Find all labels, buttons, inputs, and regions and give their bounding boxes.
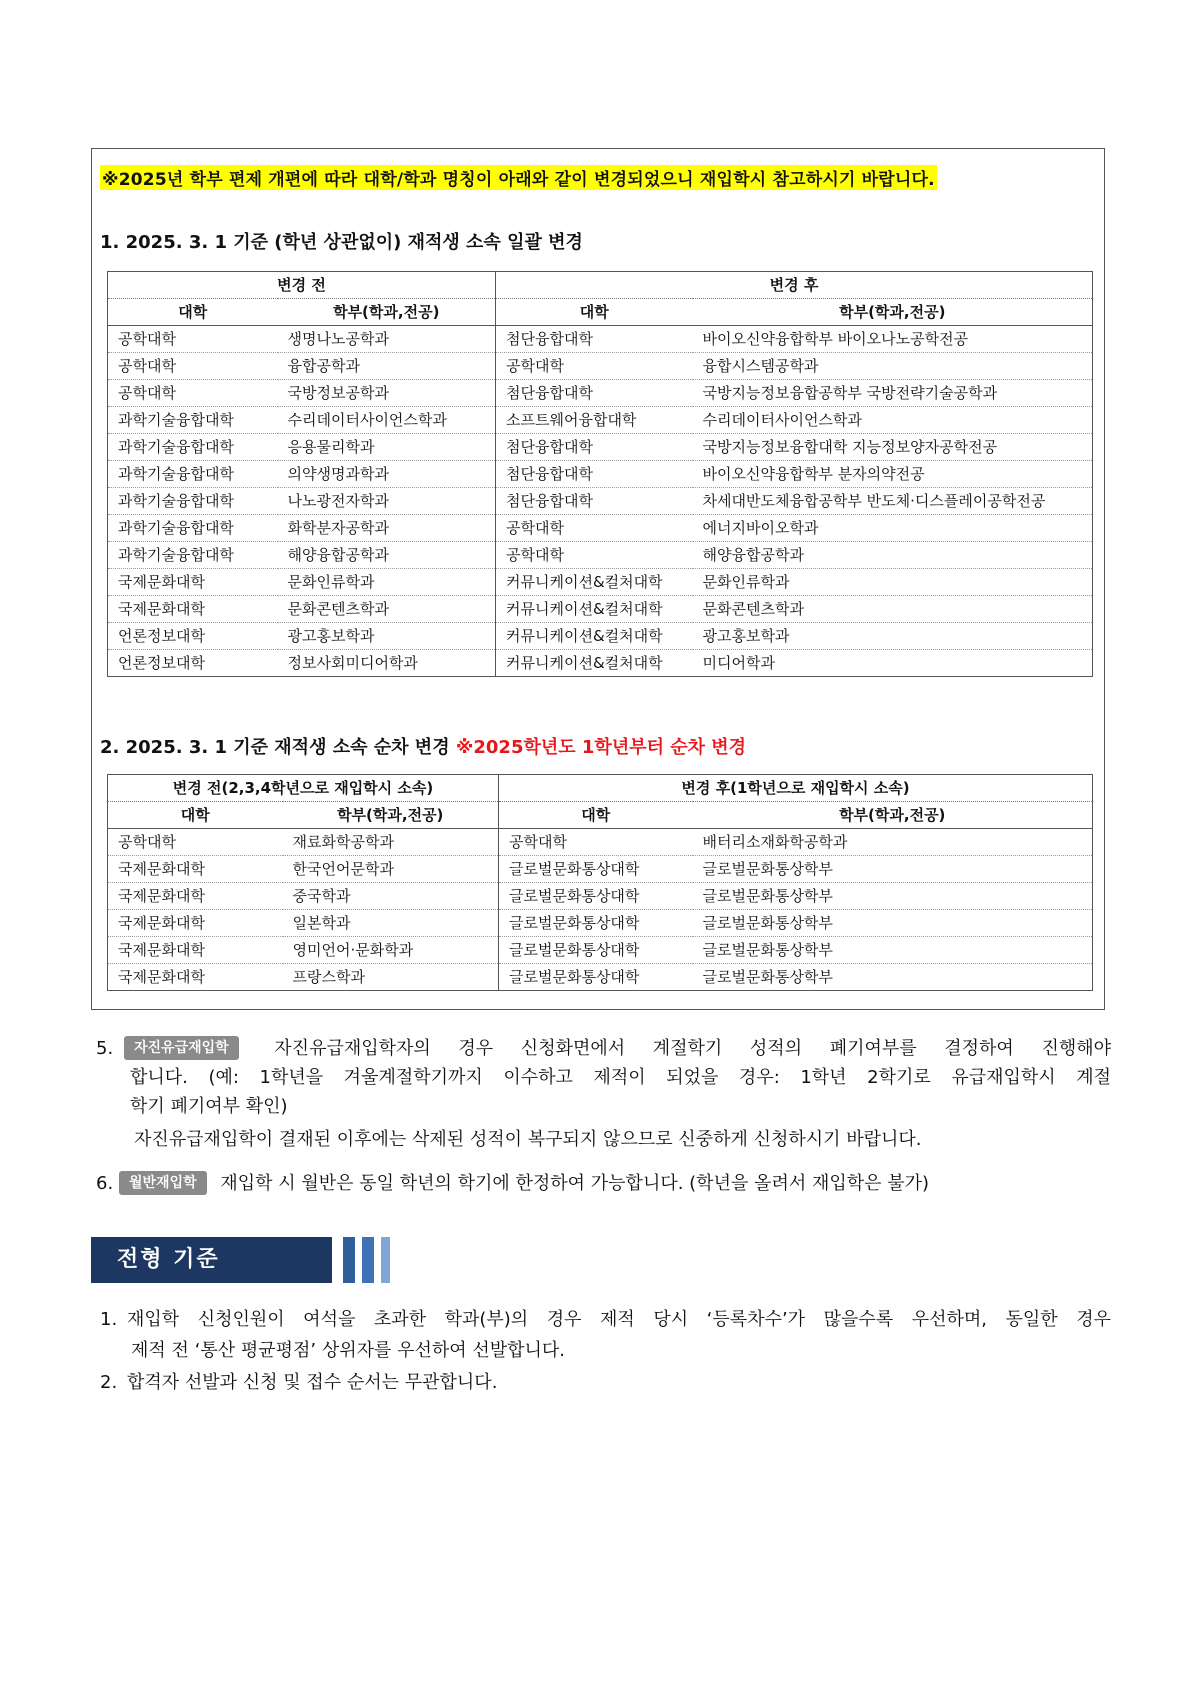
cell-college-after: 글로벌문화통상대학 [499, 883, 693, 910]
cell-college-after: 공학대학 [496, 515, 693, 542]
cell-dept-after: 글로벌문화통상학부 [693, 883, 1093, 910]
cell-dept-after: 수리데이터사이언스학과 [693, 407, 1093, 434]
cell-college-before: 과학기술융합대학 [108, 515, 278, 542]
table-row [108, 910, 1093, 937]
cell-dept-after: 바이오신약융합학부 바이오나노공학전공 [693, 326, 1093, 353]
item5-line1-text: 자진유급재입학자의 경우 신청화면에서 계절학기 성적의 폐기여부를 결정하여 진행해야 [274, 1038, 1111, 1059]
table-row [108, 596, 1093, 623]
cell-dept-after: 문화인류학과 [693, 569, 1093, 596]
cell-dept-before: 문화콘텐츠학과 [278, 596, 496, 623]
before-header: 변경 전 [108, 272, 496, 299]
table-row [108, 353, 1093, 380]
after-header: 변경 후(1학년으로 재입학시 소속) [499, 775, 1093, 802]
cell-college-after: 커뮤니케이션&컬처대학 [496, 623, 693, 650]
item-number: 2. [100, 1372, 118, 1393]
cell-college-before: 과학기술융합대학 [108, 488, 278, 515]
cell-dept-before: 생명나노공학과 [278, 326, 496, 353]
section1-title: 1. 2025. 3. 1 기준 (학년 상관없이) 재적생 소속 일괄 변경 [100, 232, 583, 253]
cell-dept-before: 광고홍보학과 [278, 623, 496, 650]
table-row [108, 856, 1093, 883]
cell-college-before: 국제문화대학 [108, 883, 283, 910]
criteria-heading: 전형 기준 [117, 1247, 220, 1272]
cell-dept-after: 글로벌문화통상학부 [693, 910, 1093, 937]
cell-dept-before: 의약생명과학과 [278, 461, 496, 488]
heading-stripe [362, 1237, 374, 1283]
cell-college-after: 글로벌문화통상대학 [499, 910, 693, 937]
item5-line1 [124, 1034, 1111, 1063]
table-row [108, 407, 1093, 434]
after-header: 변경 후 [496, 272, 1093, 299]
table-row [108, 488, 1093, 515]
cell-college-after: 커뮤니케이션&컬처대학 [506, 654, 663, 672]
cell-dept-before: 영미언어·문화학과 [283, 937, 499, 964]
cell-college-after: 첨단융합대학 [496, 488, 693, 515]
cell-dept-before: 나노광전자학과 [278, 488, 496, 515]
table-bulk-change [107, 271, 1093, 677]
cell-college-before: 공학대학 [108, 380, 278, 407]
table-row [108, 650, 1093, 677]
cell-college-before: 국제문화대학 [108, 856, 283, 883]
criteria-item-1 [100, 1305, 1111, 1365]
cell-dept-before: 중국학과 [283, 883, 499, 910]
cell-dept-before: 일본학과 [283, 910, 499, 937]
cell-college-after: 커뮤니케이션&컬처대학 [496, 569, 693, 596]
table-row [108, 883, 1093, 910]
cell-dept-after: 미디어학과 [702, 654, 775, 672]
heading-stripe [381, 1237, 390, 1283]
cell-college-after: 첨단융합대학 [496, 326, 693, 353]
table-row [108, 380, 1093, 407]
before-header: 변경 전(2,3,4학년으로 재입학시 소속) [108, 775, 499, 802]
cell-college-before: 언론정보대학 [108, 623, 278, 650]
criteria-item-2 [100, 1368, 1115, 1397]
item5-line2: 합니다. (예: 1학년을 겨울계절학기까지 이수하고 제적이 되었을 경우: 1학년 2학기로 유급재입학시 계절 [130, 1067, 1111, 1088]
cell-dept-after: 배터리소재화학공학과 [693, 829, 1093, 856]
table-row [108, 461, 1093, 488]
cell-college-before: 과학기술융합대학 [108, 542, 278, 569]
col-college: 대학 [108, 802, 283, 829]
cell-college-before: 국제문화대학 [108, 596, 278, 623]
section2-title [100, 733, 746, 759]
cell-dept-before: 융합공학과 [278, 353, 496, 380]
table-row [108, 937, 1093, 964]
cell-college-after: 공학대학 [496, 353, 693, 380]
cell-dept-before: 재료화학공학과 [283, 829, 499, 856]
cell-dept-after: 국방지능정보융합대학 지능정보양자공학전공 [693, 434, 1093, 461]
cell-dept-after: 차세대반도체융합공학부 반도체·디스플레이공학전공 [693, 488, 1093, 515]
cell-college-before: 국제문화대학 [108, 569, 278, 596]
cell-college-after: 소프트웨어융합대학 [496, 407, 693, 434]
badge-skip-semester: 월반재입학 [119, 1171, 207, 1195]
item-number: 5. [96, 1038, 114, 1059]
table-row [108, 326, 1093, 353]
cell-dept-after: 국방지능정보융합공학부 국방전략기술공학과 [693, 380, 1093, 407]
section2-title-text: 2. 2025. 3. 1 기준 재적생 소속 순차 변경 [100, 737, 450, 758]
cell-dept-after: 해양융합공학과 [693, 542, 1093, 569]
item-5 [96, 1034, 1111, 1154]
col-college: 대학 [108, 299, 278, 326]
cell-college-before: 과학기술융합대학 [108, 461, 278, 488]
cell-college-after: 커뮤니케이션&컬처대학 [496, 596, 693, 623]
criteria-item2-text: 합격자 선발과 신청 및 접수 순서는 무관합니다. [127, 1372, 498, 1393]
item-6 [96, 1169, 1111, 1198]
table-row [108, 542, 1093, 569]
cell-dept-after: 광고홍보학과 [693, 623, 1093, 650]
notice-banner: ※2025년 학부 편제 개편에 따라 대학/학과 명칭이 아래와 같이 변경되었으니 재입학시 참고하시기 바랍니다. [100, 165, 937, 190]
cell-dept-after: 글로벌문화통상학부 [693, 937, 1093, 964]
cell-dept-before: 응용물리학과 [278, 434, 496, 461]
badge-voluntary-repeat: 자진유급재입학 [124, 1036, 239, 1060]
cell-college-before: 과학기술융합대학 [108, 434, 278, 461]
cell-dept-before: 국방정보공학과 [278, 380, 496, 407]
cell-college-after: 첨단융합대학 [496, 461, 693, 488]
table-sequential-change [107, 774, 1093, 991]
col-dept: 학부(학과,전공) [278, 299, 496, 326]
cell-dept-after: 글로벌문화통상학부 [693, 856, 1093, 883]
section2-title-note: ※2025학년도 1학년부터 순차 변경 [455, 737, 747, 758]
cell-college-after: 공학대학 [496, 542, 693, 569]
table-row [108, 829, 1093, 856]
col-dept: 학부(학과,전공) [283, 802, 499, 829]
cell-college-after: 공학대학 [499, 829, 693, 856]
cell-college-before: 공학대학 [108, 326, 278, 353]
criteria-item1-line1: 재입학 신청인원이 여석을 초과한 학과(부)의 경우 제적 당시 ‘등록차수’가 많을수록 우선하며, 동일한 경우 [127, 1309, 1111, 1330]
cell-dept-after: 바이오신약융합학부 분자의약전공 [693, 461, 1093, 488]
col-dept: 학부(학과,전공) [693, 802, 1093, 829]
cell-dept-before: 한국언어문학과 [283, 856, 499, 883]
col-college: 대학 [496, 299, 693, 326]
item6-text: 재입학 시 월반은 동일 학년의 학기에 한정하여 가능합니다. (학년을 올려서 재입학은 불가) [220, 1173, 930, 1194]
cell-college-after: 글로벌문화통상대학 [499, 937, 693, 964]
cell-college-before: 공학대학 [108, 353, 278, 380]
cell-dept-after: 글로벌문화통상학부 [702, 968, 833, 986]
cell-dept-before: 화학분자공학과 [278, 515, 496, 542]
cell-dept-after: 에너지바이오학과 [693, 515, 1093, 542]
cell-college-before: 공학대학 [108, 829, 283, 856]
criteria-item1-line2: 제적 전 ‘통산 평균평점’ 상위자를 우선하여 선발합니다. [131, 1340, 566, 1361]
item-number: 6. [96, 1173, 114, 1194]
table-row [108, 569, 1093, 596]
cell-college-before: 국제문화대학 [108, 910, 283, 937]
item5-line4: 자진유급재입학이 결재된 이후에는 삭제된 성적이 복구되지 않으므로 신중하게 신청하시기 바랍니다. [134, 1129, 922, 1150]
cell-dept-after: 문화콘텐츠학과 [693, 596, 1093, 623]
cell-dept-before: 문화인류학과 [278, 569, 496, 596]
cell-college-before: 과학기술융합대학 [108, 407, 278, 434]
col-dept: 학부(학과,전공) [693, 299, 1093, 326]
item-number: 1. [100, 1309, 118, 1330]
cell-college-after: 글로벌문화통상대학 [499, 856, 693, 883]
item5-line3: 학기 폐기여부 확인) [130, 1096, 288, 1117]
cell-college-before: 국제문화대학 [108, 937, 283, 964]
cell-dept-before: 정보사회미디어학과 [278, 650, 496, 677]
table-row [108, 623, 1093, 650]
cell-dept-after: 융합시스템공학과 [693, 353, 1093, 380]
cell-college-after: 첨단융합대학 [496, 434, 693, 461]
table-row [108, 964, 1093, 991]
col-college: 대학 [499, 802, 693, 829]
heading-stripe [343, 1237, 355, 1283]
table-row [108, 434, 1093, 461]
cell-college-before: 언론정보대학 [118, 654, 205, 672]
cell-college-after: 첨단융합대학 [496, 380, 693, 407]
table-row [108, 515, 1093, 542]
cell-dept-before: 수리데이터사이언스학과 [278, 407, 496, 434]
cell-dept-before: 해양융합공학과 [278, 542, 496, 569]
cell-dept-before: 프랑스학과 [283, 964, 499, 991]
cell-college-after: 글로벌문화통상대학 [509, 968, 640, 986]
cell-college-before: 국제문화대학 [118, 968, 205, 986]
